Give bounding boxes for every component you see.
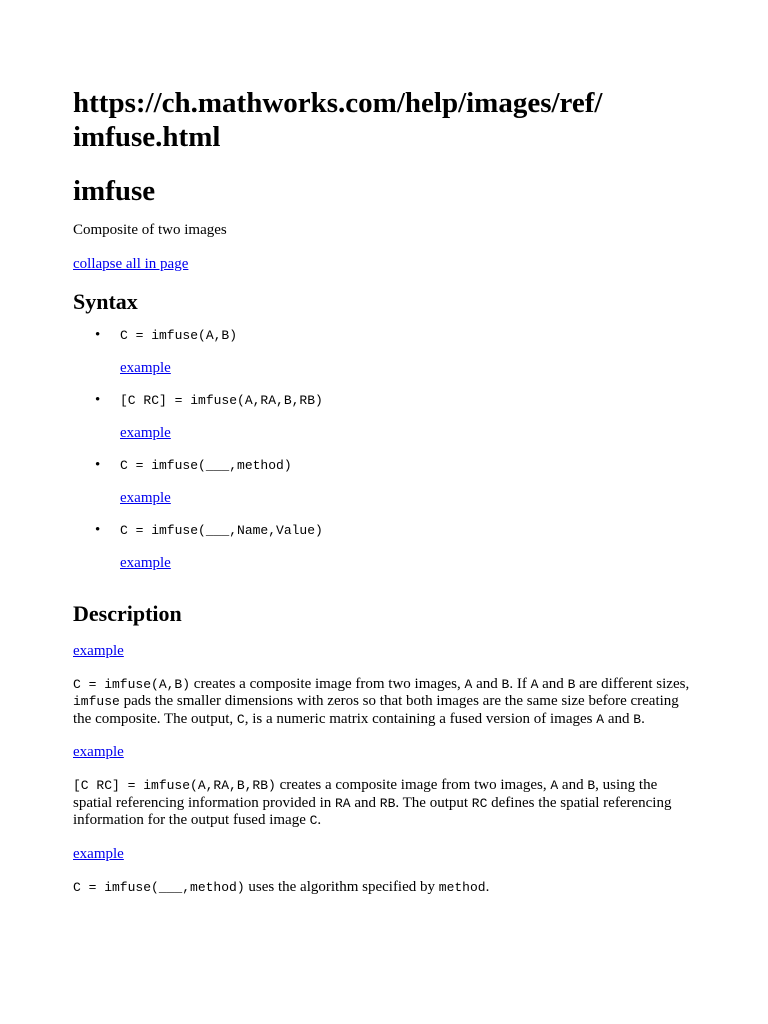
syntax-item <box>73 327 695 392</box>
paragraph-text: . The output <box>395 794 472 811</box>
description-paragraph <box>73 676 695 729</box>
inline-code: imfuse <box>73 694 120 709</box>
inline-code: RA <box>335 795 351 811</box>
syntax-signature: [C RC] = imfuse(A,RA,B,RB) <box>120 392 323 408</box>
inline-code: C <box>309 813 318 828</box>
function-summary: Composite of two images <box>73 222 227 238</box>
inline-code: method <box>438 879 486 895</box>
paragraph-text: . <box>485 878 490 895</box>
paragraph-text: . <box>641 710 645 727</box>
description-heading: Description <box>73 600 182 626</box>
function-title: imfuse <box>73 175 156 207</box>
inline-code: [C RC] = imfuse(A,RA,B,RB) <box>73 778 276 793</box>
description-paragraph <box>73 777 695 830</box>
bullet: • <box>95 391 101 408</box>
description-example-link[interactable]: example <box>73 642 124 659</box>
syntax-example-link[interactable]: example <box>120 489 171 506</box>
paragraph-text: are different sizes, <box>575 675 690 692</box>
inline-code: B <box>501 676 510 692</box>
syntax-example-link[interactable]: example <box>120 424 171 441</box>
inline-code: RC <box>471 795 488 811</box>
syntax-item <box>73 457 695 522</box>
bullet: • <box>95 326 101 343</box>
inline-code: RB <box>379 795 396 811</box>
paragraph-text: . <box>317 812 322 828</box>
inline-code: A <box>464 676 473 692</box>
description-example-link[interactable]: example <box>73 845 124 862</box>
inline-code: A <box>550 778 559 793</box>
document-content <box>73 86 695 896</box>
paragraph-text: and <box>472 675 502 692</box>
paragraph-text: creates a composite image from two images, <box>190 675 465 692</box>
paragraph-text: defines the spatial referencing information for the output fused image <box>73 794 672 828</box>
inline-code: C <box>236 711 245 727</box>
inline-code: B <box>587 778 596 793</box>
url-title <box>73 86 695 154</box>
paragraph-text: , using the spatial referencing information provided in <box>73 777 658 811</box>
paragraph-text: . If <box>509 675 531 692</box>
syntax-signature: C = imfuse(___,method) <box>120 457 292 473</box>
paragraph-text: uses the algorithm specified by <box>244 878 439 895</box>
syntax-example-link[interactable]: example <box>120 554 171 571</box>
syntax-item <box>73 522 695 587</box>
syntax-heading: Syntax <box>73 288 138 314</box>
syntax-example-link[interactable]: example <box>120 359 171 376</box>
syntax-item <box>73 392 695 457</box>
syntax-list <box>73 327 695 587</box>
inline-code: C = imfuse(___,method) <box>73 879 245 895</box>
paragraph-text: and <box>538 675 568 692</box>
description-block <box>73 744 695 830</box>
paragraph-text: and <box>558 777 588 793</box>
syntax-signature: C = imfuse(A,B) <box>120 327 238 343</box>
description-block <box>73 643 695 729</box>
description-paragraph <box>73 879 695 897</box>
url-title-line-1: https://ch.mathworks.com/help/images/ref/ <box>73 87 603 119</box>
url-title-line-2: imfuse.html <box>73 121 221 153</box>
bullet: • <box>95 521 101 538</box>
paragraph-text: pads the smaller dimensions with zeros so that both images are the same size before creating the composite. The output, <box>73 693 679 727</box>
inline-code: B <box>567 676 576 692</box>
paragraph-text: and <box>604 710 634 727</box>
inline-code: B <box>633 711 642 727</box>
inline-code: C = imfuse(A,B) <box>73 676 191 692</box>
bullet: • <box>95 456 101 473</box>
paragraph-text: and <box>350 794 380 811</box>
syntax-signature: C = imfuse(___,Name,Value) <box>120 522 323 538</box>
paragraph-text: creates a composite image from two images, <box>275 777 551 793</box>
inline-code: A <box>530 676 539 692</box>
collapse-all-link[interactable]: collapse all in page <box>73 255 189 272</box>
description-block <box>73 846 695 897</box>
description-example-link[interactable]: example <box>73 744 124 760</box>
paragraph-text: , is a numeric matrix containing a fused version of images <box>244 710 597 727</box>
inline-code: A <box>596 711 605 727</box>
